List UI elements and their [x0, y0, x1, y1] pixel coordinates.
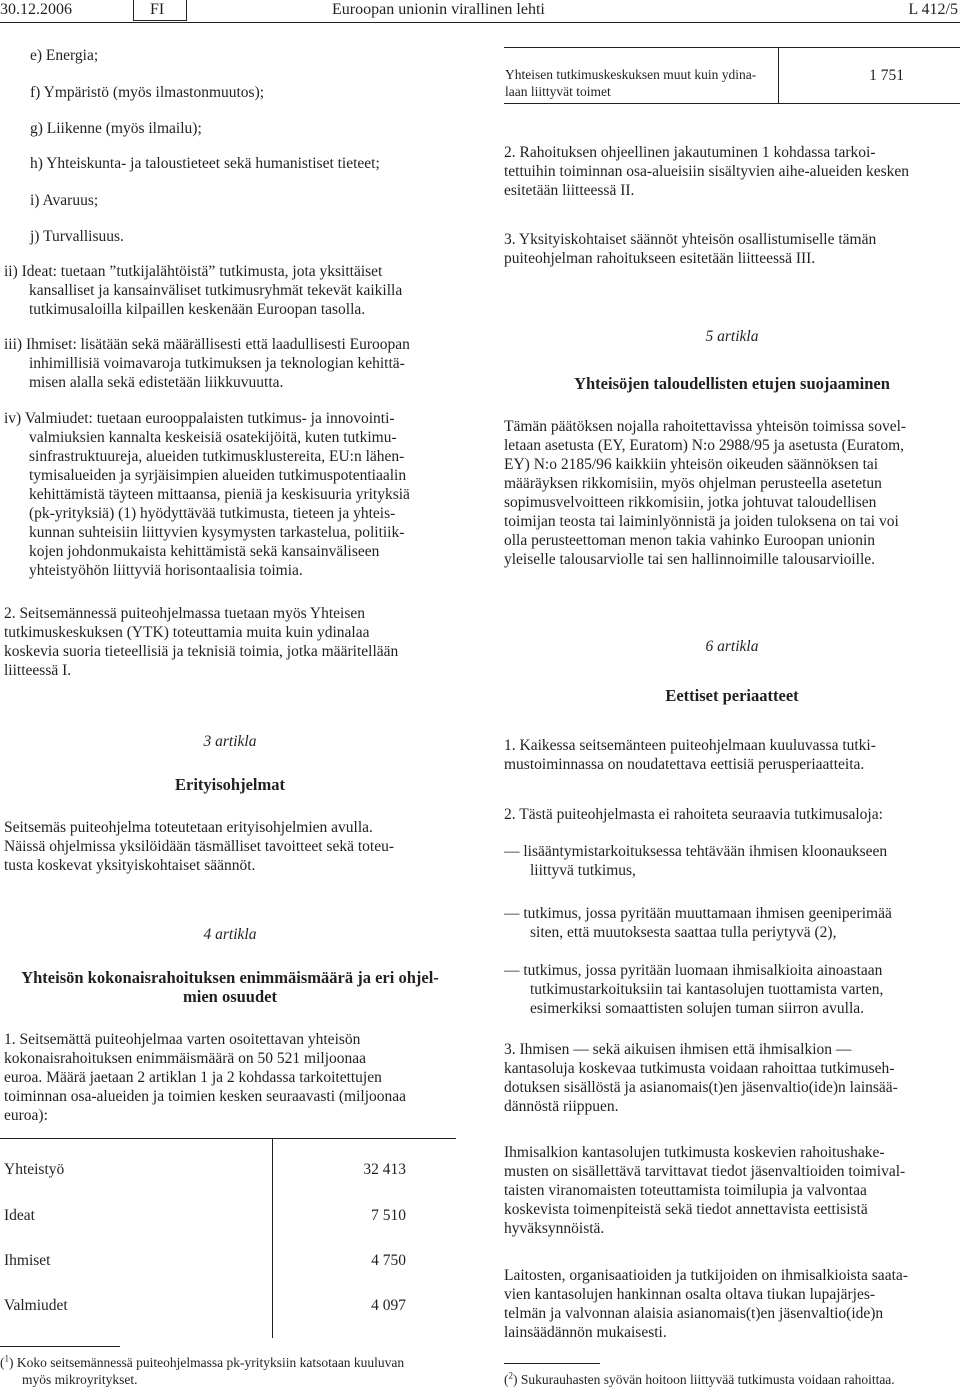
text-line: kantasoluja koskevaa tutkimusta voidaan rahoittaa tutkimuseh-: [504, 1060, 895, 1077]
paragraph-3-right: [504, 230, 876, 268]
table-rule: [504, 103, 960, 104]
list-item: i) Avaruus;: [30, 192, 99, 209]
text-line: yleiselle talousarviolle tai sen hallinnoimille talousarvioille.: [504, 551, 876, 568]
item-ii: [4, 262, 402, 319]
list-item: j) Turvallisuus.: [30, 228, 124, 245]
text-line: sopimusvelvoitteen rikkomisiin, jotka johtuvat taloudellisen: [504, 494, 877, 511]
text-line: tettuihin toiminnan osa-alueisiin sisältyvien aihe-alueiden kesken: [504, 163, 910, 180]
table-rule: [0, 1138, 456, 1139]
footnote-1: [0, 1354, 404, 1388]
text-line: iv) Valmiudet: tuetaan eurooppalaisten tutkimus- ja innovointi-: [4, 410, 395, 427]
text-line: euroa. Määrä jaetaan 2 artiklan 1 ja 2 kohdassa tarkoitettujen: [4, 1069, 382, 1086]
footnote-number: 1: [4, 1353, 9, 1364]
text-line: toiminnan osa-alueiden ja toimien kesken seuraavasti (miljoonaa: [4, 1088, 407, 1105]
text-line: toimijan teosta tai laiminlyönnistä ja joiden tuloksena on tai voi: [504, 513, 899, 530]
text-line: inhimillisiä voimavaroja tutkimuksen ja teknologian kehittä-: [29, 355, 405, 372]
article-5-title: Yhteisöjen taloudellisten etujen suojaaminen: [574, 374, 890, 393]
header-page-ref: L 412/5: [908, 1, 958, 18]
table-cell-label: Yhteistyö: [4, 1161, 65, 1178]
journal-title: Euroopan unionin virallinen lehti: [332, 1, 545, 18]
text-line: Seitsemäs puiteohjelma toteutetaan erityisohjelmien avulla.: [4, 819, 373, 836]
list-item: h) Yhteiskunta- ja taloustieteet sekä humanistiset tieteet;: [30, 155, 380, 172]
text-line: liittyvä tutkimus,: [530, 862, 636, 879]
text-line: sinfrastruktuureja, alueiden tutkimusklustereita, EU:n lähen-: [29, 448, 405, 465]
text-line: euroa):: [4, 1107, 48, 1124]
text-line: olla perusteettoman menon takia vahinko Euroopan unionin: [504, 532, 876, 549]
text-segment: Sukurauhasten syövän hoitoon liittyvää tutkimusta voidaan rahoittaa.: [520, 1372, 895, 1387]
table-cell-value: 4 097: [371, 1297, 406, 1314]
text-line: liitteessä I.: [4, 662, 72, 679]
text-line: hyväksynnöistä.: [504, 1220, 605, 1237]
text-line: mien osuudet: [183, 987, 277, 1006]
dash-item-1: [504, 842, 887, 880]
text-line: tutkimusaloilla kilpaillen keskenään Euroopan tasolla.: [29, 301, 366, 318]
table-cell-label: Ideat: [4, 1207, 35, 1224]
text-line: 3. Ihmisen — sekä aikuisen ihmisen että ihmisalkion —: [504, 1041, 852, 1058]
text-line: lainsäädännön mukaisesti.: [504, 1324, 667, 1341]
item-iii: [4, 335, 410, 392]
text-line: mustoiminnassa on noudatettava eettisiä perusperiaatteita.: [504, 756, 865, 773]
dash-item-2: [504, 904, 892, 942]
article-6-paragraph-1: [504, 736, 876, 774]
text-line: taisten viranomaisten toteuttamista toimilupia ja valvontaa: [504, 1182, 867, 1199]
text-line: telmän ja valvonnan alaisia asianomais(t)en jäsenvaltio(ide)n: [504, 1305, 884, 1322]
article-3-text: [4, 818, 394, 875]
text-line: musten on sisällettävä tarvittavat tiedot jäsenvaltioiden toimival-: [504, 1163, 906, 1180]
text-line: Laitosten, organisaatioiden ja tutkijoiden on ihmisalkioista saata-: [504, 1267, 908, 1284]
text-line: valmiuksien kannalta keskeisiä osatekijöitä, kuten tutkimu-: [29, 429, 397, 446]
table-divider: [778, 47, 779, 103]
table-cell-label: Ihmiset: [4, 1252, 51, 1269]
table-cell-value: 7 510: [371, 1207, 406, 1224]
text-line: määräyksen rikkomisiin, myös ohjelman perusteella asetetun: [504, 475, 882, 492]
text-line: tutkimuskeskuksen (YTK) toteuttamia muita kuin ydinalaa: [4, 624, 370, 641]
text-line: misen alalla sekä edistetään liikkuvuutta.: [29, 374, 284, 391]
table-rule: [504, 47, 960, 48]
text-line: Näissä ohjelmissa yksilöidään täsmälliset tavoitteet sekä toteu-: [4, 838, 394, 855]
text-line: kehittämistä täyteen mittaansa, pieniä ja keskisuuria yrityksiä: [29, 486, 410, 503]
text-line: kansalliset ja kansainväliset tutkimusryhmät tekevät kaikilla: [29, 282, 403, 299]
text-line: vien kantasolujen hankinnan osalta oltava tiukan lupajärjes-: [504, 1286, 876, 1303]
text-line: laan liittyvät toimet: [505, 84, 611, 99]
table-cell-value: 1 751: [869, 67, 904, 84]
article-4-title: [4, 968, 456, 1006]
article-6-paragraph-3: [504, 1040, 898, 1116]
text-line: 3. Yksityiskohtaiset säännöt yhteisön osallistumiselle tämän: [504, 231, 877, 248]
article-3-number: 3 artikla: [203, 733, 257, 750]
text-line: iii) Ihmiset: lisätään sekä määrällisesti että laadullisesti Euroopan: [4, 336, 410, 353]
header-lang: FI: [150, 1, 165, 18]
text-line: siten, että muutoksesta saattaa tulla periytyvä (2),: [530, 924, 837, 941]
text-line: Yhteisen tutkimuskeskuksen muut kuin ydina-: [505, 67, 757, 82]
text-line: ($^1$) Koko seitsemännessä puiteohjelmassa pk-yrityksiin katsotaan kuuluvan: [0, 1353, 405, 1370]
text-line: (pk-yrityksiä) (1) hyödyttävää tutkimusta, tieteen ja yhteis-: [29, 505, 396, 522]
text-line: Yhteisön kokonaisrahoituksen enimmäismäärä ja eri ohjel-: [21, 968, 439, 987]
text-line: tymisalueiden ja syrjäisimpien alueiden tutkimuspotentiaalin: [29, 467, 407, 484]
list-item: f) Ympäristö (myös ilmastonmuutos);: [30, 84, 265, 101]
article-4-paragraph-1: [4, 1030, 406, 1125]
header-date: 30.12.2006: [0, 1, 72, 18]
text-line: Ihmisalkion kantasolujen tutkimusta koskevien rahoitushake-: [504, 1144, 885, 1161]
header-rule: [0, 22, 960, 23]
footnote-2: ($^2$) Sukurauhasten syövän hoitoon liittyvää tutkimusta voidaan rahoittaa.: [504, 1370, 895, 1387]
table-cell-value: 32 413: [363, 1161, 406, 1178]
text-line: esimerkiksi somaattisten solujen tuman siirron avulla.: [530, 1000, 865, 1017]
footnote-number: 2: [508, 1370, 513, 1381]
table-cell-label: [505, 66, 756, 100]
text-line: dotuksen sisällöstä ja asianomais(t)en jäsenvaltio(ide)n lainsää-: [504, 1079, 898, 1096]
article-4-number: 4 artikla: [203, 926, 257, 943]
article-6-paragraph-2: 2. Tästä puiteohjelmasta ei rahoiteta seuraavia tutkimusaloja:: [504, 806, 883, 823]
table-divider: [272, 1138, 273, 1338]
article-6-title: Eettiset periaatteet: [665, 686, 799, 705]
text-line: — tutkimus, jossa pyritään luomaan ihmisalkioita ainoastaan: [504, 962, 883, 979]
footnote-rule: [0, 1346, 120, 1347]
text-line: koskevia suoria tieteellisiä ja teknisiä toimia, jotka määritellään: [4, 643, 399, 660]
article-6-number: 6 artikla: [705, 638, 759, 655]
text-line: puiteohjelman rahoitukseen esitetään liitteessä III.: [504, 250, 816, 267]
text-line: kojen johdonmukaista kehittämistä sekä kansainväliseen: [29, 543, 380, 560]
text-line: myös mikroyritykset.: [22, 1372, 138, 1387]
text-line: tusta koskevat yksityiskohtaiset säännöt.: [4, 857, 256, 874]
text-line: kokonaisrahoituksen enimmäismäärä on 50 521 miljoonaa: [4, 1050, 367, 1067]
text-line: dännöstä riippuen.: [504, 1098, 619, 1115]
paragraph-2-right: [504, 143, 909, 200]
text-line: 2. Seitsemännessä puiteohjelmassa tuetaan myös Yhteisen: [4, 605, 366, 622]
text-line: 1. Kaikessa seitsemänteen puiteohjelmaan kuuluvassa tutki-: [504, 737, 876, 754]
text-line: letaan asetusta (EY, Euratom) N:o 2988/95 ja asetusta (Euratom,: [504, 437, 905, 454]
article-5-text: [504, 417, 906, 569]
text-line: — tutkimus, jossa pyritään muuttamaan ihmisen geeniperimää: [504, 905, 892, 922]
list-item: e) Energia;: [30, 47, 99, 64]
text-line: 1. Seitsemättä puiteohjelmaa varten osoitettavan yhteisön: [4, 1031, 361, 1048]
paragraph-laitosten: [504, 1266, 908, 1342]
text-line: yhteistyöhön liittyviä horisontaalisia toimia.: [29, 562, 303, 579]
text-line: kunnan suhteisiin liittyvien kysymysten tarkastelua, politiik-: [29, 524, 405, 541]
text-line: EY) N:o 2185/96 kaikkiin yhteisön oikeuden säännöksen tai: [504, 456, 879, 473]
article-5-number: 5 artikla: [705, 328, 759, 345]
item-iv: [4, 409, 410, 580]
text-line: 2. Rahoituksen ohjeellinen jakautuminen 1 kohdassa tarkoi-: [504, 144, 876, 161]
text-line: esitetään liitteessä II.: [504, 182, 635, 199]
paragraph-2-left: [4, 604, 398, 680]
text-segment: Koko seitsemännessä puiteohjelmassa pk-yrityksiin katsotaan kuuluvan: [16, 1355, 405, 1370]
table-cell-value: 4 750: [371, 1252, 406, 1269]
table-cell-label: Valmiudet: [4, 1297, 68, 1314]
paragraph-ihmisalkion: [504, 1143, 905, 1238]
text-line: — lisääntymistarkoituksessa tehtävään ihmisen kloonaukseen: [504, 843, 888, 860]
dash-item-3: [504, 961, 883, 1018]
text-line: ii) Ideat: tuetaan ”tutkijalähtöistä” tutkimusta, jota yksittäiset: [4, 263, 383, 280]
text-line: koskevista toimenpiteistä sekä tiedot annettavista eettisistä: [504, 1201, 868, 1218]
text-line: tutkimustarkoituksiin tai kantasolujen tuottamista varten,: [530, 981, 884, 998]
article-3-title: Erityisohjelmat: [175, 775, 285, 794]
text-line: Tämän päätöksen nojalla rahoitettavissa yhteisön toimissa sovel-: [504, 418, 907, 435]
list-item: g) Liikenne (myös ilmailu);: [30, 120, 202, 137]
footnote-rule: [504, 1363, 600, 1364]
